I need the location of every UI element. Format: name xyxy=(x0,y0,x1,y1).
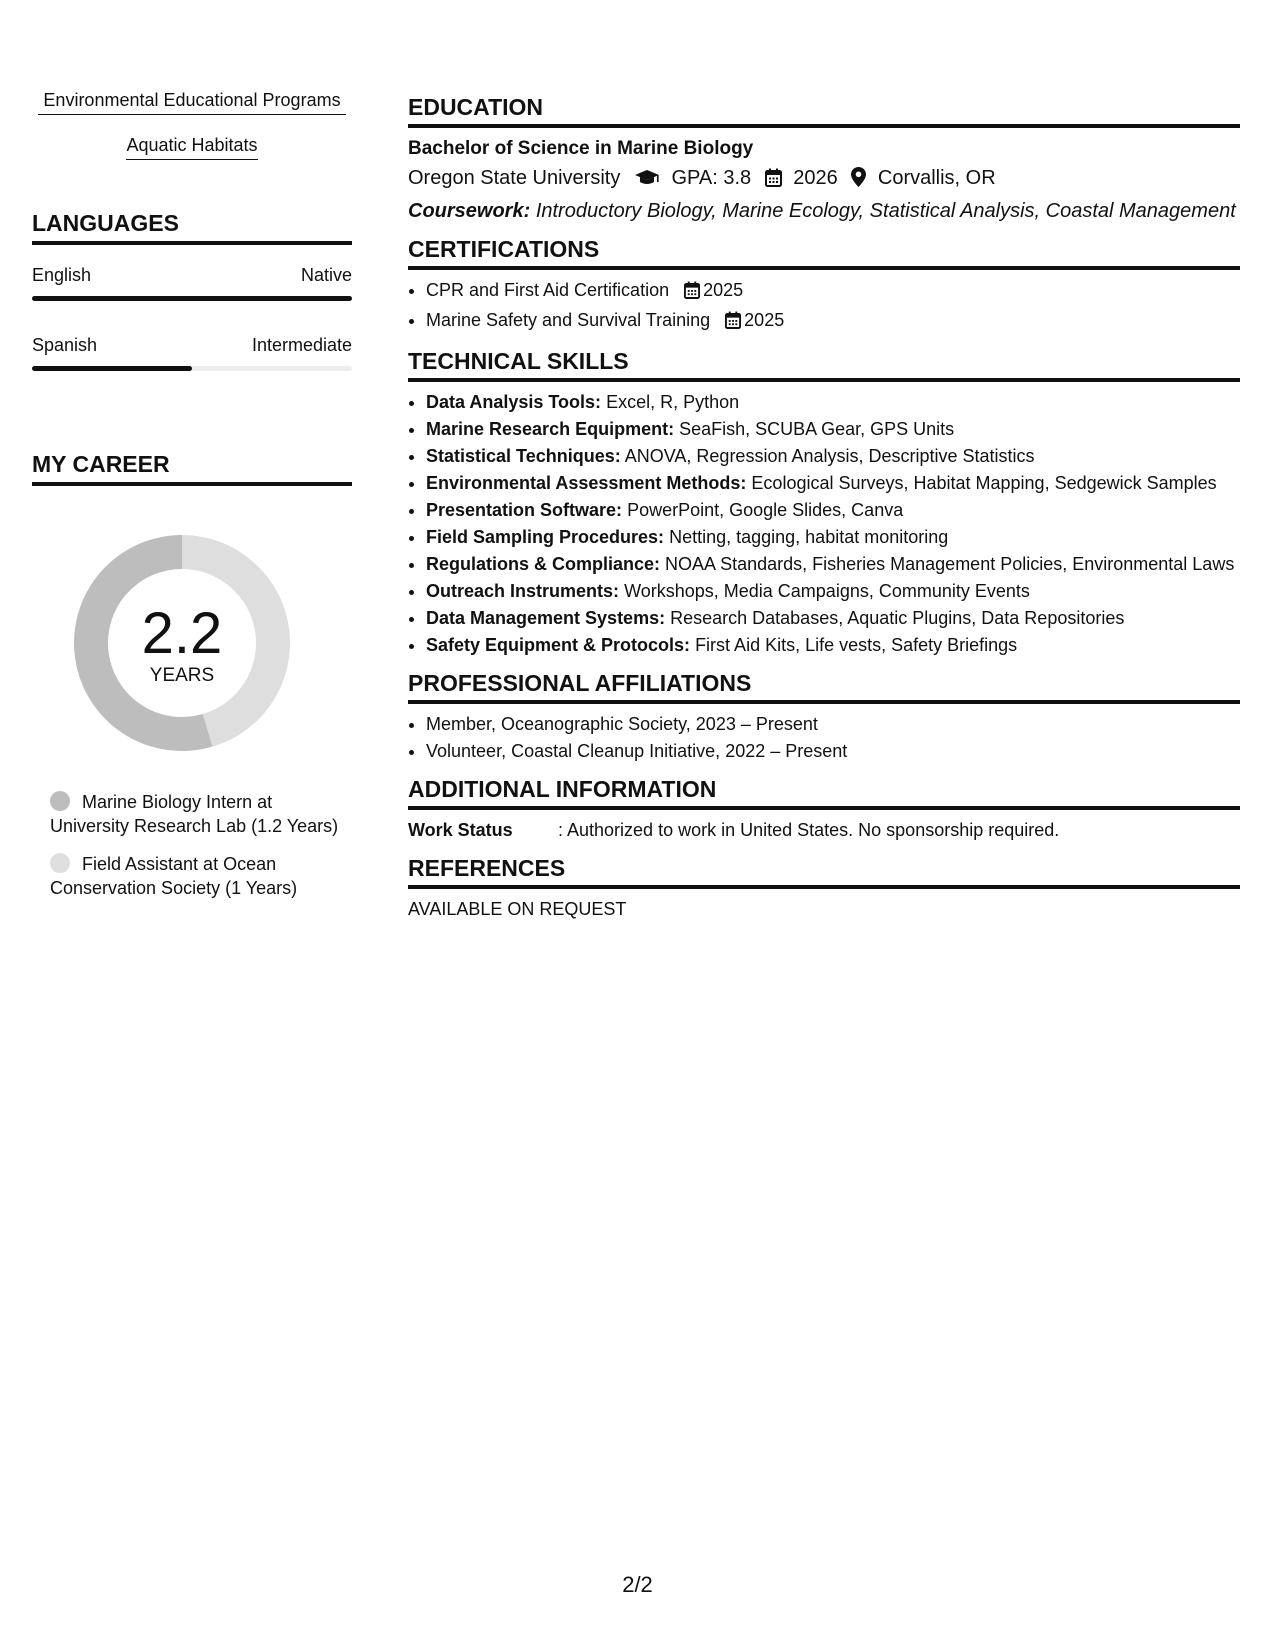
coursework-list: Introductory Biology, Marine Ecology, Statistical Analysis, Coastal Management xyxy=(535,200,1236,222)
skill-value: Excel, R, Python xyxy=(606,392,740,412)
calendar-icon xyxy=(765,167,782,195)
graduation-year: 2026 xyxy=(793,167,838,189)
references-heading: REFERENCES xyxy=(408,855,1240,889)
language-item xyxy=(32,335,352,371)
education-section xyxy=(408,94,1240,223)
page-number: 2/2 xyxy=(622,1572,653,1597)
graduation-cap-icon xyxy=(634,167,660,195)
skill-label: Data Management Systems: xyxy=(426,608,666,628)
skill-item xyxy=(426,444,1240,468)
skill-value: SeaFish, SCUBA Gear, GPS Units xyxy=(679,419,955,439)
main-content xyxy=(408,94,1240,933)
certification-item xyxy=(426,278,1240,305)
skill-value: ANOVA, Regression Analysis, Descriptive Statistics xyxy=(624,446,1035,466)
language-name: English xyxy=(32,265,92,285)
career-legend xyxy=(50,790,352,900)
skill-value: NOAA Standards, Fisheries Management Policies, Environmental Laws xyxy=(665,554,1235,574)
language-proficiency-fill xyxy=(32,296,352,301)
skill-label: Outreach Instruments: xyxy=(426,581,620,601)
certification-name: Marine Safety and Survival Training xyxy=(426,310,711,330)
language-proficiency-fill xyxy=(32,366,192,371)
languages-heading: LANGUAGES xyxy=(32,210,352,245)
certification-item xyxy=(426,308,1240,335)
career-donut-chart xyxy=(67,528,297,758)
work-status-row xyxy=(408,818,1240,842)
certifications-list xyxy=(408,278,1240,335)
legend-dot-icon xyxy=(50,791,70,811)
affiliations-heading: PROFESSIONAL AFFILIATIONS xyxy=(408,670,1240,704)
skill-item xyxy=(426,606,1240,630)
language-level: Native xyxy=(300,265,352,285)
language-proficiency-bar xyxy=(32,296,352,301)
skill-label: Presentation Software: xyxy=(426,500,623,520)
skill-item xyxy=(426,552,1240,576)
calendar-icon xyxy=(684,281,700,305)
certification-year: 2025 xyxy=(703,280,744,300)
additional-info-heading: ADDITIONAL INFORMATION xyxy=(408,776,1240,810)
skill-label: Marine Research Equipment: xyxy=(426,419,675,439)
career-total xyxy=(67,528,297,758)
map-pin-icon xyxy=(851,167,866,195)
skill-item xyxy=(426,417,1240,441)
additional-info-section xyxy=(408,776,1240,842)
skill-label: Data Analysis Tools: xyxy=(426,392,602,412)
skill-item xyxy=(426,498,1240,522)
skill-label: Field Sampling Procedures: xyxy=(426,527,665,547)
skill-value: Netting, tagging, habitat monitoring xyxy=(669,527,949,547)
skill-value: Workshops, Media Campaigns, Community Events xyxy=(624,581,1030,601)
coursework-label: Coursework: xyxy=(408,200,531,222)
certification-year: 2025 xyxy=(744,310,785,330)
career-heading: MY CAREER xyxy=(32,451,352,486)
sidebar xyxy=(32,88,352,914)
skill-label: Safety Equipment & Protocols: xyxy=(426,635,691,655)
skill-item xyxy=(426,525,1240,549)
certification-name: CPR and First Aid Certification xyxy=(426,280,670,300)
skill-item xyxy=(426,390,1240,414)
school-location: Corvallis, OR xyxy=(877,167,996,189)
coursework xyxy=(408,199,1240,223)
skill-item xyxy=(426,633,1240,657)
education-heading: EDUCATION xyxy=(408,94,1240,128)
skill-value: First Aid Kits, Life vests, Safety Briefings xyxy=(695,635,1018,655)
skills-heading: TECHNICAL SKILLS xyxy=(408,348,1240,382)
education-details xyxy=(408,164,1240,195)
skills-section xyxy=(408,348,1240,657)
interest-label: Aquatic Habitats xyxy=(126,133,257,160)
career-legend-item xyxy=(50,852,352,900)
language-item xyxy=(32,265,352,301)
references-text: AVAILABLE ON REQUEST xyxy=(408,899,627,919)
career-total-value: 2.2 xyxy=(141,601,223,666)
skill-value: PowerPoint, Google Slides, Canva xyxy=(627,500,904,520)
certifications-heading: CERTIFICATIONS xyxy=(408,236,1240,270)
interest-item xyxy=(32,133,352,160)
skills-list xyxy=(408,390,1240,657)
language-level: Intermediate xyxy=(251,335,352,355)
skill-label: Environmental Assessment Methods: xyxy=(426,473,747,493)
career-total-unit: YEARS xyxy=(149,665,215,686)
affiliations-list xyxy=(408,712,1240,763)
career-legend-label: Marine Biology Intern at University Research Lab (1.2 Years) xyxy=(50,792,339,836)
skill-item xyxy=(426,579,1240,603)
career-legend-item xyxy=(50,790,352,838)
legend-dot-icon xyxy=(50,853,70,873)
skill-label: Regulations & Compliance: xyxy=(426,554,661,574)
skill-item xyxy=(426,471,1240,495)
references-section xyxy=(408,855,1240,920)
gpa: GPA: 3.8 xyxy=(671,167,752,189)
skill-label: Statistical Techniques: xyxy=(426,446,621,466)
degree-title: Bachelor of Science in Marine Biology xyxy=(408,138,754,159)
career-legend-label: Field Assistant at Ocean Conservation Society (1 Years) xyxy=(50,854,298,898)
affiliation-item: • Volunteer, Coastal Cleanup Initiative, 2022 – Present xyxy=(426,739,1240,763)
language-name: Spanish xyxy=(32,335,98,355)
skill-value: Research Databases, Aquatic Plugins, Data Repositories xyxy=(670,608,1125,628)
school-name: Oregon State University xyxy=(408,167,621,189)
interest-item: Environmental Educational Programs xyxy=(38,88,346,115)
work-status-value: : Authorized to work in United States. No sponsorship required. xyxy=(558,820,1060,840)
calendar-icon xyxy=(725,311,741,335)
affiliation-item: • Member, Oceanographic Society, 2023 – Present xyxy=(426,712,1240,736)
affiliations-section xyxy=(408,670,1240,763)
certifications-section xyxy=(408,236,1240,335)
language-proficiency-bar xyxy=(32,366,352,371)
skill-value: Ecological Surveys, Habitat Mapping, Sedgewick Samples xyxy=(751,473,1217,493)
work-status-label: Work Status xyxy=(408,820,513,840)
